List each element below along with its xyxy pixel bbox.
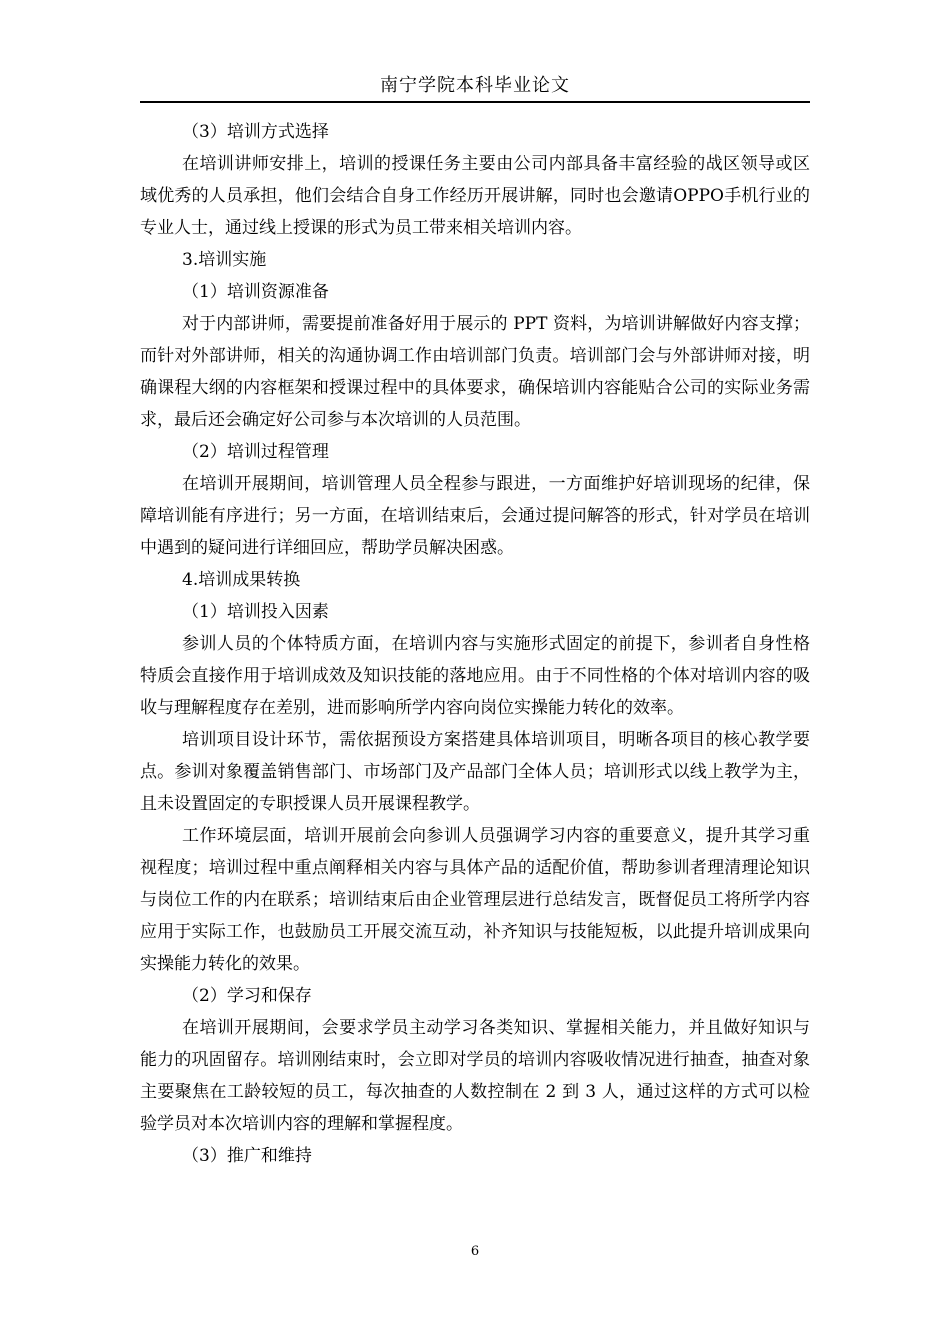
paragraph-individual-traits: 参训人员的个体特质方面，在培训内容与实施形式固定的前提下，参训者自身性格特质会直接作用于培训成效及知识技能的落地应用。由于不同性格的个体对培训内容的吸收与理解程度存在差别，进而影响所学内容向岗位实操能力转化的效率。 [140,634,810,718]
paragraph-project-design: 培训项目设计环节，需依据预设方案搭建具体培训项目，明晰各项目的核心教学要点。参训对象覆盖销售部门、市场部门及产品部门全体人员；培训形式以线上教学为主，且未设置固定的专职授课人员开展课程教学。 [140,730,810,814]
page-header: 南宁学院本科毕业论文 [380,75,570,96]
paragraph-work-environment: 工作环境层面，培训开展前会向参训人员强调学习内容的重要意义，提升其学习重视程度；培训过程中重点阐释相关内容与具体产品的适配价值，帮助参训者理清理论知识与岗位工作的内在联系；培训结束后由企业管理层进行总结发言，既督促员工将所学内容应用于实际工作，也鼓励员工开展交流互动，补齐知识与技能短板，以此提升培训成果向实操能力转化的效果。 [140,826,810,974]
section-heading-results-transfer: 4.培训成果转换 [182,570,301,590]
document-body [140,116,810,1172]
section-heading-training-implementation: 3.培训实施 [182,250,267,270]
page-number: 6 [470,1244,480,1259]
section-heading-training-method: （3）培训方式选择 [182,122,329,142]
paragraph-process-management: 在培训开展期间，培训管理人员全程参与跟进，一方面维护好培训现场的纪律，保障培训能有序进行；另一方面，在培训结束后，会通过提问解答的形式，针对学员在培训中遇到的疑问进行详细回应，帮助学员解决困惑。 [140,474,810,558]
section-heading-resource-prep: （1）培训资源准备 [182,282,329,302]
paragraph-learning-retention: 在培训开展期间，会要求学员主动学习各类知识、掌握相关能力，并且做好知识与能力的巩固留存。培训刚结束时，会立即对学员的培训内容吸收情况进行抽查，抽查对象主要聚焦在工龄较短的员工，每次抽查的人数控制在 2 到 3 人，通过这样的方式可以检验学员对本次培训内容的理解和掌握程度。 [140,1018,810,1134]
section-heading-learning-retention: （2）学习和保存 [182,986,312,1006]
paragraph-trainer-arrangement: 在培训讲师安排上，培训的授课任务主要由公司内部具备丰富经验的战区领导或区域优秀的人员承担，他们会结合自身工作经历开展讲解，同时也会邀请OPPO手机行业的专业人士，通过线上授课的形式为员工带来相关培训内容。 [140,154,810,238]
paragraph-resource-prep: 对于内部讲师，需要提前准备好用于展示的 PPT 资料，为培训讲解做好内容支撑；而针对外部讲师，相关的沟通协调工作由培训部门负责。培训部门会与外部讲师对接，明确课程大纲的内容框架和授课过程中的具体要求，确保培训内容能贴合公司的实际业务需求，最后还会确定好公司参与本次培训的人员范围。 [140,314,810,430]
section-heading-process-management: （2）培训过程管理 [182,442,329,462]
section-heading-promotion-maintenance: （3）推广和维持 [182,1146,312,1166]
section-heading-input-factors: （1）培训投入因素 [182,602,329,622]
header-divider [140,101,810,103]
